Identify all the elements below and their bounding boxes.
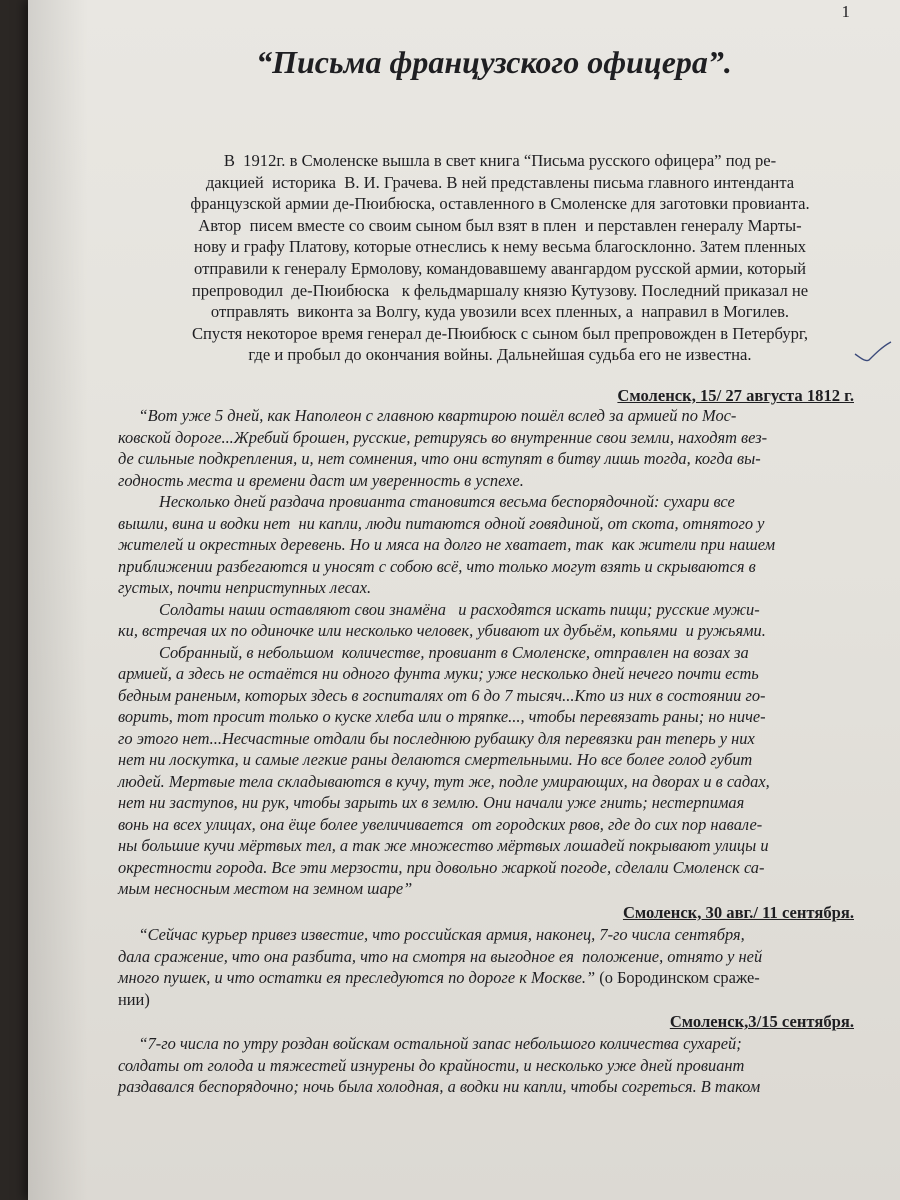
intro-line: французской армии де-Пюибюска, оставленного в Смоленске для заготовки провианта. xyxy=(190,194,810,214)
letter-body xyxy=(118,924,878,1010)
editor-note: (о Бородинском сраже- xyxy=(595,968,760,987)
editor-note-continuation: нии) xyxy=(118,989,150,1009)
intro-line: Спустя некоторое время генерал де-Пюибюск с сыном был препровожден в Петербург, xyxy=(191,323,809,343)
letter-body xyxy=(118,405,878,900)
letter-line: ковской дороге...Жребий брошен, русские, ретируясь во внутренние свои земли, находят вез- xyxy=(118,427,768,447)
page-shadow xyxy=(28,0,88,1200)
letter-line: де сильные подкрепления, и, нет сомнения, что они вступят в битву лишь тогда, когда вы- xyxy=(118,449,761,468)
letter-line: “Вот уже 5 дней, как Наполеон с главною квартирою пошёл вслед за армией по Мос- xyxy=(118,406,737,425)
letter-line: годность места и времени даст им уверенность в успехе. xyxy=(118,470,524,490)
letter-line: вонь на всех улицах, она ёще более увеличивается от городских рвов, где до сих пор навале- xyxy=(118,814,763,834)
letter-heading: Смоленск, 15/ 27 августа 1812 г. xyxy=(617,386,854,405)
letter-line xyxy=(118,967,878,989)
intro-line: В 1912г. в Смоленске вышла в свет книга “Письма русского офицера” под ре- xyxy=(223,151,777,170)
document-page xyxy=(28,0,900,1200)
letter-line: нет ни лоскутка, и самые легкие раны делаются смертельными. Но все более голод губит xyxy=(118,750,753,769)
letter-line: “Сейчас курьер привез известие, что российская армия, наконец, 7-го числа сентября, xyxy=(118,925,745,944)
letter-line: ки, встречая их по одиночке или несколько человек, убивают их дубьём, копьями и ружьями. xyxy=(118,621,766,640)
letter-line: солдаты от голода и тяжестей изнурены до крайности, и несколько уже дней провиант xyxy=(118,1055,745,1075)
letter-line: Собранный, в небольшом количестве, провиант в Смоленске, отправлен на возах за xyxy=(118,642,749,662)
intro-line: дакцией историка В. И. Грачева. В ней представлены письма главного интенданта xyxy=(205,172,795,192)
letter-line: мым несносным местом на земном шаре” xyxy=(118,879,413,898)
letter-line: приближении разбегаются и уносят с собою всё, что только могут взять и скрываются в xyxy=(118,556,756,576)
letter-line: нет ни заступов, ни рук, чтобы зарыть их в землю. Они начали уже гнить; нестерпимая xyxy=(118,793,745,812)
letter-line: раздавался беспорядочно; ночь была холодная, а водки ни капли, чтобы согреться. В таком xyxy=(118,1077,761,1096)
letter-line: дала сражение, что она разбита, что на смотря на выгодное ея положение, отнято у ней xyxy=(118,946,763,966)
pen-mark-icon xyxy=(853,340,893,366)
letter-line: Солдаты наши оставляют свои знамёна и расходятся искать пищи; русские мужи- xyxy=(118,599,760,619)
intro-paragraph xyxy=(150,150,850,366)
letter-line: ны большие кучи мёртвых тел, а так же множество мёртвых лошадей покрывают улицы и xyxy=(118,836,769,855)
intro-line: отправлять виконта за Волгу, куда увозили всех пленных, а направил в Могилев. xyxy=(210,302,790,322)
document-title: “Письма французского офицера”. xyxy=(256,44,732,80)
letter-line-text: много пушек, и что остатки ея преследуются по дороге к Москве.” xyxy=(118,968,596,987)
letter-line: людей. Мертвые тела складываются в кучу, тут же, подле умирающих, на дворах и в садах, xyxy=(118,771,770,791)
letter-line: вышли, вина и водки нет ни капли, люди питаются одной говядиной, от скота, отнятого у xyxy=(118,513,765,533)
letter-line: окрестности города. Все эти мерзости, при довольно жаркой погоде, сделали Смоленск са- xyxy=(118,857,765,877)
letter-heading: Смоленск,3/15 сентября. xyxy=(669,1012,854,1031)
letter-line: бедным раненым, которых здесь в госпиталях от 6 до 7 тысяч...Кто из них в состоянии го- xyxy=(118,685,766,705)
letter-line: Несколько дней раздача провианта становится весьма беспорядочной: сухари все xyxy=(118,492,735,511)
letter-line: армией, а здесь не остаётся ни одного фунта муки; уже несколько дней нечего почти есть xyxy=(118,664,759,683)
letter-heading: Смоленск, 30 авг./ 11 сентября. xyxy=(622,903,854,922)
letter-line: густых, почти неприступных лесах. xyxy=(118,578,372,597)
page-number: 1 xyxy=(841,2,850,21)
intro-line: отправили к генералу Ермолову, командовавшему авангардом русской армии, который xyxy=(194,258,806,278)
letter-line: “7-го числа по утру роздан войскам остальной запас небольшого количества сухарей; xyxy=(118,1034,742,1053)
letter-line: го этого нет...Несчастные отдали бы последнюю рубашку для перевязки ран теперь у них xyxy=(118,728,755,748)
intro-line: Автор писем вместе со своим сыном был взят в плен и перставлен генералу Марты- xyxy=(198,215,802,235)
intro-line: нову и графу Платову, которые отнеслись к нему весьма благосклонно. Затем пленных xyxy=(193,237,807,257)
letter-line: жителей и окрестных деревень. Но и мяса на долго не хватает, так как жители при нашем xyxy=(118,535,776,554)
letter-line: ворить, тот просит только о куске хлеба или о тряпке..., чтобы перевязать раны; но ниче- xyxy=(118,707,766,726)
letter-body xyxy=(118,1033,878,1098)
intro-line: где и пробыл до окончания войны. Дальнейшая судьба его не известна. xyxy=(248,345,752,365)
intro-line: препроводил де-Пюибюска к фельдмаршалу князю Кутузову. Последний приказал не xyxy=(191,280,809,300)
